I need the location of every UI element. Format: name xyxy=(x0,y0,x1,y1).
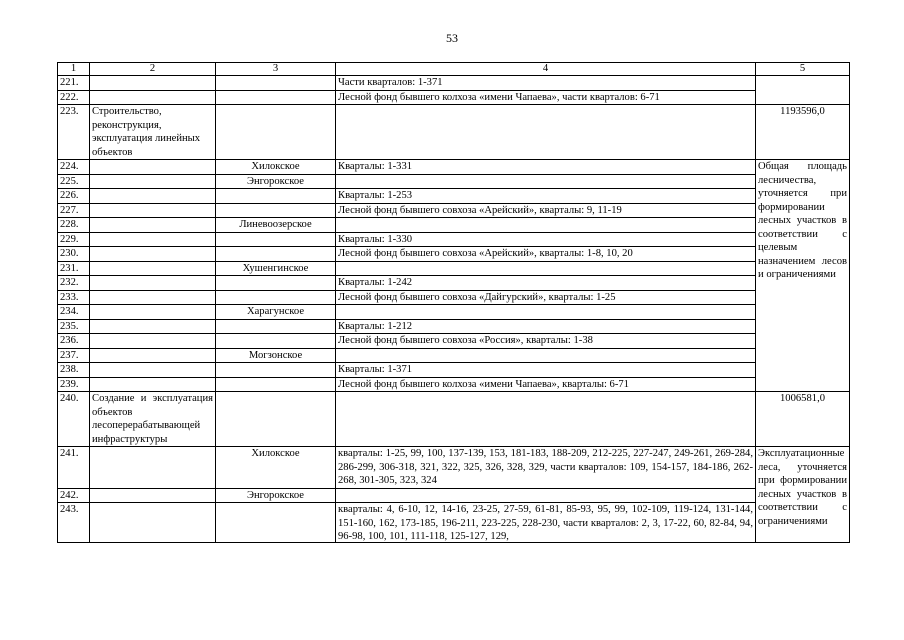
forestry-name: Хилокское xyxy=(216,160,336,175)
row-number: 234. xyxy=(58,305,90,320)
row-number: 236. xyxy=(58,334,90,349)
quarters-cell: кварталы: 1-25, 99, 100, 137-139, 153, 181-183, 188-209, 212-225, 227-247, 249-261, 269-284, 286-299, 306-318, 321, 322, 325, 326, 328, 329, части кварталов: 109, 154-157, 184-186, 262-268, 301-305, 323, 324 xyxy=(336,447,756,489)
table-row xyxy=(58,261,850,276)
table-row xyxy=(58,90,850,105)
quarters-cell: Лесной фонд бывшего совхоза «Дайгурский», кварталы: 1-25 xyxy=(336,290,756,305)
header-cell-5: 5 xyxy=(756,63,850,76)
quarters-cell: Лесной фонд бывшего колхоза «имени Чапаева», части кварталов: 6-71 xyxy=(336,90,756,105)
quarters-cell: Кварталы: 1-330 xyxy=(336,232,756,247)
row-number: 229. xyxy=(58,232,90,247)
row-number: 230. xyxy=(58,247,90,262)
area-note-cell xyxy=(756,76,850,105)
quarters-cell: Лесной фонд бывшего колхоза «имени Чапаева», кварталы: 6-71 xyxy=(336,377,756,392)
table-row xyxy=(58,348,850,363)
quarters-cell: Кварталы: 1-253 xyxy=(336,189,756,204)
area-value: 1006581,0 xyxy=(756,392,850,447)
row-number: 233. xyxy=(58,290,90,305)
table-header-row xyxy=(58,63,850,76)
row-number: 240. xyxy=(58,392,90,447)
quarters-cell: Лесной фонд бывшего совхоза «Арейский», кварталы: 1-8, 10, 20 xyxy=(336,247,756,262)
header-cell-4: 4 xyxy=(336,63,756,76)
row-number: 241. xyxy=(58,447,90,489)
quarters-cell: Кварталы: 1-371 xyxy=(336,363,756,378)
row-number: 222. xyxy=(58,90,90,105)
row-number: 237. xyxy=(58,348,90,363)
quarters-cell: Кварталы: 1-331 xyxy=(336,160,756,175)
table-row xyxy=(58,276,850,291)
purpose-cell: Строительство, реконструкция, эксплуатация линейных объектов xyxy=(90,105,216,160)
quarters-cell: Кварталы: 1-242 xyxy=(336,276,756,291)
table-row xyxy=(58,232,850,247)
row-number: 238. xyxy=(58,363,90,378)
table-row xyxy=(58,392,850,447)
table-row xyxy=(58,218,850,233)
table-row xyxy=(58,363,850,378)
table-row xyxy=(58,488,850,503)
row-number: 235. xyxy=(58,319,90,334)
row-number: 223. xyxy=(58,105,90,160)
quarters-cell: Части кварталов: 1-371 xyxy=(336,76,756,91)
row-number: 242. xyxy=(58,488,90,503)
table-row xyxy=(58,76,850,91)
quarters-cell: Кварталы: 1-212 xyxy=(336,319,756,334)
row-number: 231. xyxy=(58,261,90,276)
area-value: 1193596,0 xyxy=(756,105,850,160)
table-row xyxy=(58,203,850,218)
table-row xyxy=(58,290,850,305)
row-number: 228. xyxy=(58,218,90,233)
row-number: 239. xyxy=(58,377,90,392)
header-cell-1: 1 xyxy=(58,63,90,76)
quarters-cell: Лесной фонд бывшего совхоза «Россия», кварталы: 1-38 xyxy=(336,334,756,349)
quarters-cell xyxy=(336,503,756,543)
header-cell-2: 2 xyxy=(90,63,216,76)
row-number: 224. xyxy=(58,160,90,175)
forestry-name: Хушенгинское xyxy=(216,261,336,276)
table-row xyxy=(58,447,850,489)
table-row xyxy=(58,334,850,349)
row-number: 232. xyxy=(58,276,90,291)
row-number: 226. xyxy=(58,189,90,204)
forestry-name: Могзонское xyxy=(216,348,336,363)
area-note: Общая площадь лесничества, уточняется при формировании лесных участков в соответствии с целевым назначением лесов и ограничениями xyxy=(756,160,850,392)
forestry-name: Харагунское xyxy=(216,305,336,320)
row-number: 221. xyxy=(58,76,90,91)
table-row xyxy=(58,305,850,320)
table-row xyxy=(58,174,850,189)
forestry-name: Линевоозерское xyxy=(216,218,336,233)
table-row xyxy=(58,105,850,160)
table-row xyxy=(58,189,850,204)
quarters-cell: Лесной фонд бывшего совхоза «Арейский», кварталы: 9, 11-19 xyxy=(336,203,756,218)
area-note: Эксплуатационные леса, уточняется при формировании лесных участков в соответствии с ограничениями xyxy=(756,447,850,543)
row-number: 227. xyxy=(58,203,90,218)
row-number: 243. xyxy=(58,503,90,543)
quarters-text: кварталы: 4, 6-10, 12, 14-16, 23-25, 27-59, 61-81, 85-93, 95, 99, 102-109, 119-124, 131-144, 151-160, 162, 173-185, 196-211, 223-225, 228-230, части кварталов: 2, 3, 17-22, 60, 82-84, 94, 96-98, 100, 101, 111-118, 125-127, 129, xyxy=(338,504,753,542)
table-row xyxy=(58,377,850,392)
table-row xyxy=(58,247,850,262)
page-number: 53 xyxy=(446,31,458,45)
table-row xyxy=(58,160,850,175)
table-row xyxy=(58,319,850,334)
forestry-name: Хилокское xyxy=(216,447,336,489)
table-row xyxy=(58,503,850,543)
row-number: 225. xyxy=(58,174,90,189)
purpose-cell: Создание и эксплуатация объектов лесоперерабатывающей инфраструктуры xyxy=(90,392,216,447)
forestry-table xyxy=(57,62,850,543)
forestry-name: Энгорокское xyxy=(216,488,336,503)
forestry-name: Энгорокское xyxy=(216,174,336,189)
header-cell-3: 3 xyxy=(216,63,336,76)
